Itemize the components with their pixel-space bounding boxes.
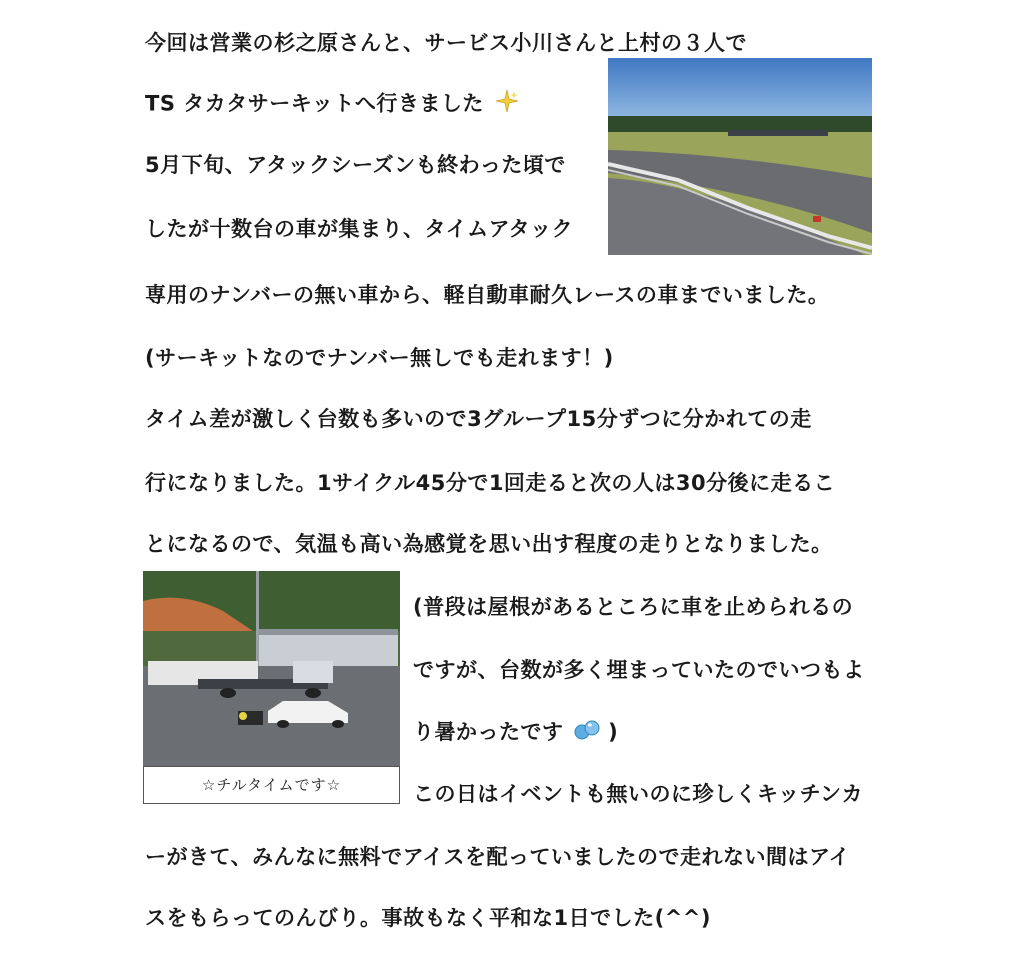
text-line-11: ですが、台数が多く埋まっていたのでいつもよ xyxy=(413,658,865,682)
text-line-9: とになるので、気温も高い為感覚を思い出す程度の走りとなりました。 xyxy=(145,532,833,556)
text-line-2-text: TS タカタサーキットへ行きました xyxy=(145,91,484,116)
text-line-14: ーがきて、みんなに無料でアイスを配っていましたので走れない間はアイ xyxy=(145,845,851,869)
text-line-8: 行になりました。1サイクル45分で1回走ると次の人は30分後に走るこ xyxy=(145,471,836,495)
text-line-1: 今回は営業の杉之原さんと、サービス小川さんと上村の３人で xyxy=(145,31,747,55)
text-line-10: (普段は屋根があるところに車を止められるの xyxy=(413,595,854,619)
text-line-4: したが十数台の車が集まり、タイムアタック xyxy=(145,217,574,241)
text-line-12-paren: ) xyxy=(608,720,619,744)
text-line-2 xyxy=(145,89,519,120)
text-line-15: スをもらってのんびり。事故もなく平和な1日でした(^^) xyxy=(145,906,711,930)
text-line-12-text: り暑かったです xyxy=(413,720,564,744)
sweat-drops-icon xyxy=(574,719,600,748)
circuit-photo xyxy=(608,58,872,255)
text-line-3: 5月下旬、アタックシーズンも終わった頃で xyxy=(145,153,566,177)
paddock-photo-caption: ☆チルタイムです☆ xyxy=(143,766,400,804)
text-line-5: 専用のナンバーの無い車から、軽自動車耐久レースの車までいました。 xyxy=(145,283,830,307)
text-line-13: この日はイベントも無いのに珍しくキッチンカ xyxy=(413,782,864,806)
text-line-7: タイム差が激しく台数も多いので3グループ15分ずつに分かれての走 xyxy=(145,407,812,431)
paddock-photo xyxy=(143,571,400,766)
text-line-6: (サーキットなのでナンバー無しでも走れます！) xyxy=(145,346,614,370)
text-line-12 xyxy=(413,718,618,748)
sparkle-icon xyxy=(495,89,519,120)
